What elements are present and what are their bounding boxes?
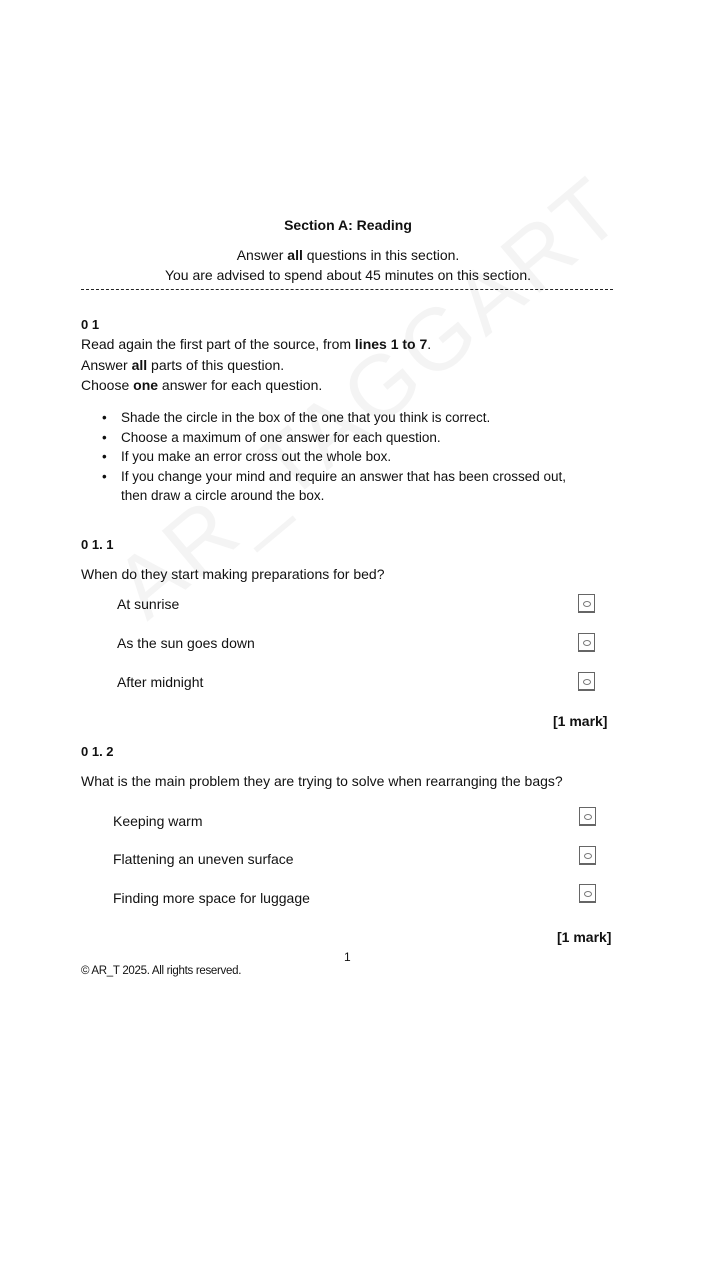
- marks-label: [1 mark]: [553, 713, 608, 729]
- text: Read again the first part of the source, from: [81, 336, 355, 352]
- circle-icon: [584, 814, 592, 820]
- option-label: After midnight: [117, 674, 204, 690]
- circle-icon: [584, 891, 592, 897]
- text-bold: all: [131, 357, 148, 373]
- question-01-2-text: What is the main problem they are trying to solve when rearranging the bags?: [81, 773, 563, 789]
- section-divider: [81, 289, 613, 290]
- page-number: 1: [344, 950, 351, 964]
- question-number-01-2: 0 1. 2: [81, 744, 114, 759]
- text: parts of this question.: [147, 357, 285, 373]
- option-label: At sunrise: [117, 596, 180, 612]
- question-number-01: 0 1: [81, 317, 100, 332]
- instruction-item: • If you make an error cross out the whole box.: [100, 447, 566, 467]
- marks-label: [1 mark]: [557, 929, 612, 945]
- circle-icon: [584, 853, 592, 859]
- answer-box-01-2-b[interactable]: [579, 846, 596, 865]
- instruction-item: • Shade the circle in the box of the one that you think is correct.: [100, 408, 566, 428]
- circle-icon: [583, 679, 591, 685]
- text: Choose: [81, 377, 134, 393]
- answer-box-01-1-a[interactable]: [578, 594, 595, 613]
- instructions-list: [100, 408, 566, 506]
- text: answer for each question.: [158, 377, 323, 393]
- question-01-line-3: [81, 377, 322, 393]
- text-bold: lines 1 to 7: [354, 336, 428, 352]
- circle-icon: [583, 601, 591, 607]
- section-title: Section A: Reading: [284, 217, 412, 233]
- circle-icon: [583, 640, 591, 646]
- copyright-notice: © AR_T 2025. All rights reserved.: [81, 965, 242, 977]
- answer-box-01-2-a[interactable]: [579, 807, 596, 826]
- question-01-line-1: [81, 336, 431, 352]
- answer-box-01-1-c[interactable]: [578, 672, 595, 691]
- answer-box-01-2-c[interactable]: [579, 884, 596, 903]
- option-label: Keeping warm: [113, 813, 203, 829]
- question-01-1-text: When do they start making preparations for bed?: [81, 566, 385, 582]
- instruction-item-continued: then draw a circle around the box.: [121, 488, 325, 503]
- section-instruction-all-questions: Answer all questions in this section.: [236, 247, 460, 263]
- option-label: Finding more space for luggage: [113, 890, 310, 906]
- instruction-item: • Choose a maximum of one answer for each question.: [100, 428, 566, 448]
- question-number-01-1: 0 1. 1: [81, 537, 114, 552]
- text: .: [427, 336, 432, 352]
- answer-box-01-1-b[interactable]: [578, 633, 595, 652]
- text: Answer: [81, 357, 132, 373]
- section-instruction-time: You are advised to spend about 45 minutes on this section.: [164, 267, 532, 283]
- question-01-line-2: [81, 357, 284, 373]
- text-bold: one: [133, 377, 159, 393]
- option-label: As the sun goes down: [117, 635, 255, 651]
- option-label: Flattening an uneven surface: [113, 851, 294, 867]
- instruction-item: • If you change your mind and require an answer that has been crossed out,: [100, 467, 566, 487]
